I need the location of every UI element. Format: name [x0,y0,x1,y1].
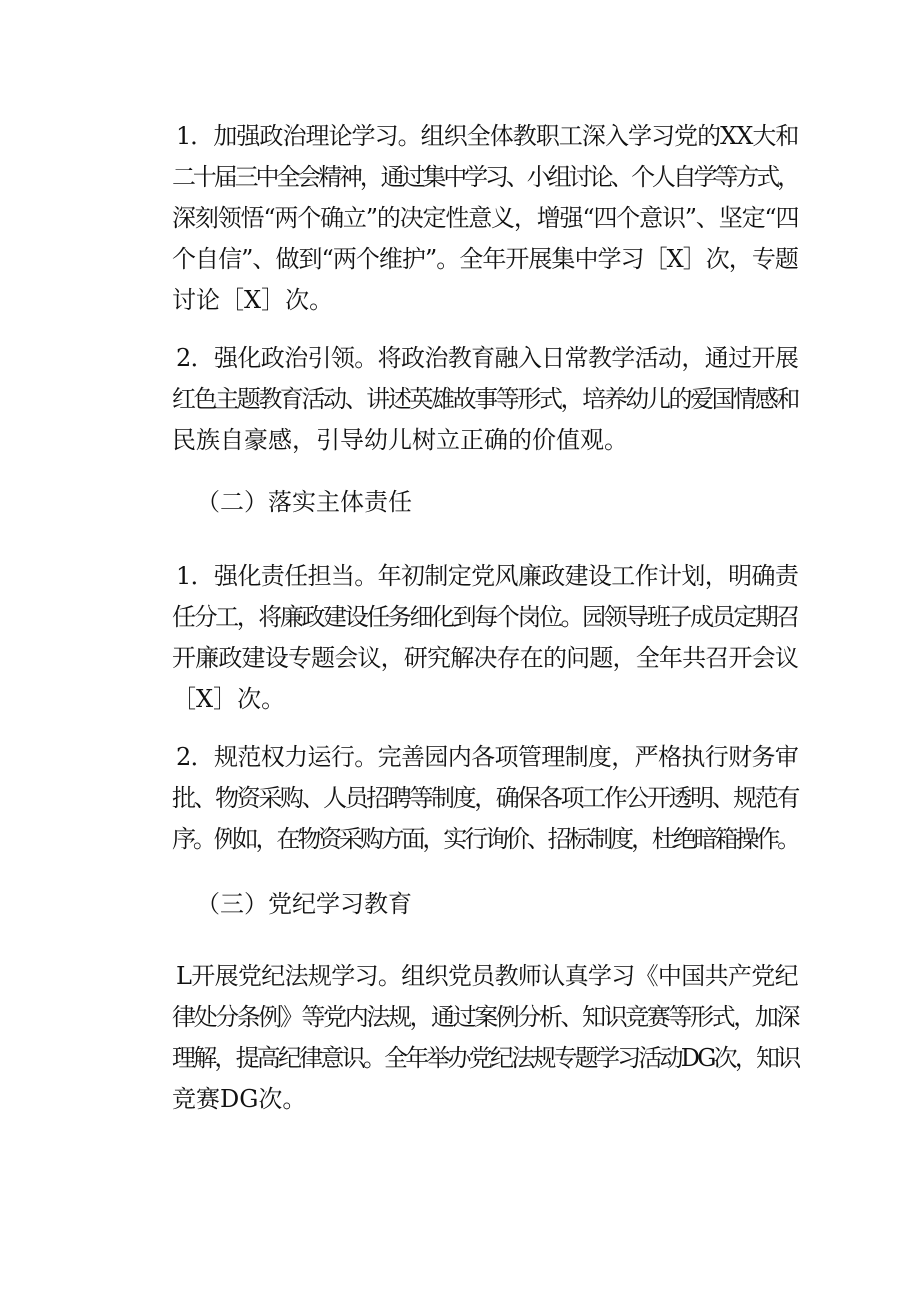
text-line: 理解，提高纪律意识。全年举办党纪法规专题学习活动DG次，知识 [172,1044,799,1072]
text-line: 红色主题教育活动、讲述英雄故事等形式，培养幼儿的爱国情感和 [172,385,798,413]
text-line: 序。例如，在物资采购方面，实行询价、招标制度，杜绝暗箱操作。 [172,825,798,853]
text-line: 批、物资采购、人员招聘等制度，确保各项工作公开透明、规范有 [172,784,798,812]
text-line: 二十届三中全会精神，通过集中学习、小组讨论、个人自学等方式， [172,163,798,191]
text-line: 深刻领悟“两个确立”的决定性意义，增强“四个意识”、坚定“四 [172,204,799,232]
text-line: 个自信”、做到“两个维护”。全年开展集中学习［X］次，专题 [172,245,798,273]
text-line: 民族自豪感，引导幼儿树立正确的价值观。 [172,426,628,454]
text-line: 讨论［X］次。 [172,286,334,314]
paragraph-power-regulation [172,737,798,860]
section-heading: （三）党纪学习教育 [196,890,412,918]
paragraph-responsibility [172,556,798,720]
paragraph-political-theory-study [172,116,798,321]
text-line: 竞赛DG次。 [172,1085,307,1113]
text-line: 开廉政建设专题会议，研究解决存在的问题，全年共召开会议 [172,644,798,672]
text-line: 律处分条例》等党内法规，通过案例分析、知识竞赛等形式，加深 [172,1003,798,1031]
section-heading: （二）落实主体责任 [196,488,412,516]
paragraph-discipline-study [172,956,798,1120]
paragraph-political-guidance [172,338,798,461]
text-line: 1．加强政治理论学习。组织全体教职工深入学习党的XX大和 [176,122,799,150]
text-line: 任分工，将廉政建设任务细化到每个岗位。园领导班子成员定期召 [172,603,798,631]
text-line: 2．强化政治引领。将政治教育融入日常教学活动，通过开展 [176,344,799,372]
text-line: L开展党纪法规学习。组织党员教师认真学习《中国共产党纪 [176,962,798,990]
text-line: 1．强化责任担当。年初制定党风廉政建设工作计划，明确责 [176,562,799,590]
text-line: ［X］次。 [172,685,286,713]
text-line: 2．规范权力运行。完善园内各项管理制度，严格执行财务审 [176,743,799,771]
